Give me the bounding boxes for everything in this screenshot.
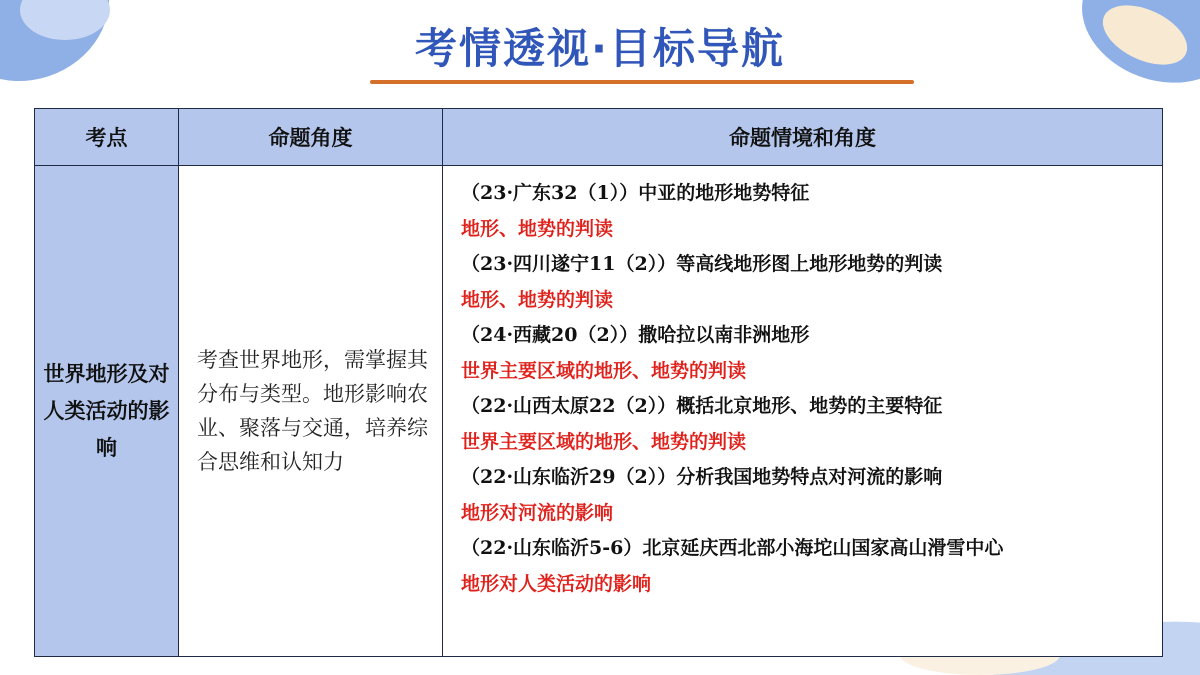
table-row [35,166,1163,657]
context-topic: 世界主要区域的地形、地势的判读 [461,430,747,453]
context-topic: 地形、地势的判读 [461,217,614,240]
title-underline [370,80,914,84]
context-source: （23·四川遂宁11（2））等高线地形图上地形地势的判读 [461,253,943,275]
context-list [461,176,1148,602]
cell-context [443,166,1163,657]
context-source: （22·山西太原22（2））概括北京地形、地势的主要特征 [461,395,943,417]
context-topic: 地形对人类活动的影响 [461,572,652,595]
context-source: （23·广东32（1））中亚的地形地势特征 [461,182,810,204]
context-topic: 世界主要区域的地形、地势的判读 [461,359,747,382]
exam-table [34,108,1163,657]
cell-point: 世界地形及对人类活动的影响 [35,166,179,657]
table-header-row [35,109,1163,166]
context-source: （22·山东临沂29（2））分析我国地势特点对河流的影响 [461,466,943,488]
page-title: 考情透视·目标导航 [415,24,785,73]
context-topic: 地形、地势的判读 [461,288,614,311]
header-angle: 命题角度 [179,109,443,166]
cell-angle: 考查世界地形，需掌握其分布与类型。地形影响农业、聚落与交通，培养综合思维和认知力 [179,166,443,657]
header-context: 命题情境和角度 [443,109,1163,166]
header-point: 考点 [35,109,179,166]
context-topic: 地形对河流的影响 [461,501,614,524]
context-source: （24·西藏20（2））撒哈拉以南非洲地形 [461,324,810,346]
context-source: （22·山东临沂5-6）北京延庆西北部小海坨山国家高山滑雪中心 [461,537,1004,559]
